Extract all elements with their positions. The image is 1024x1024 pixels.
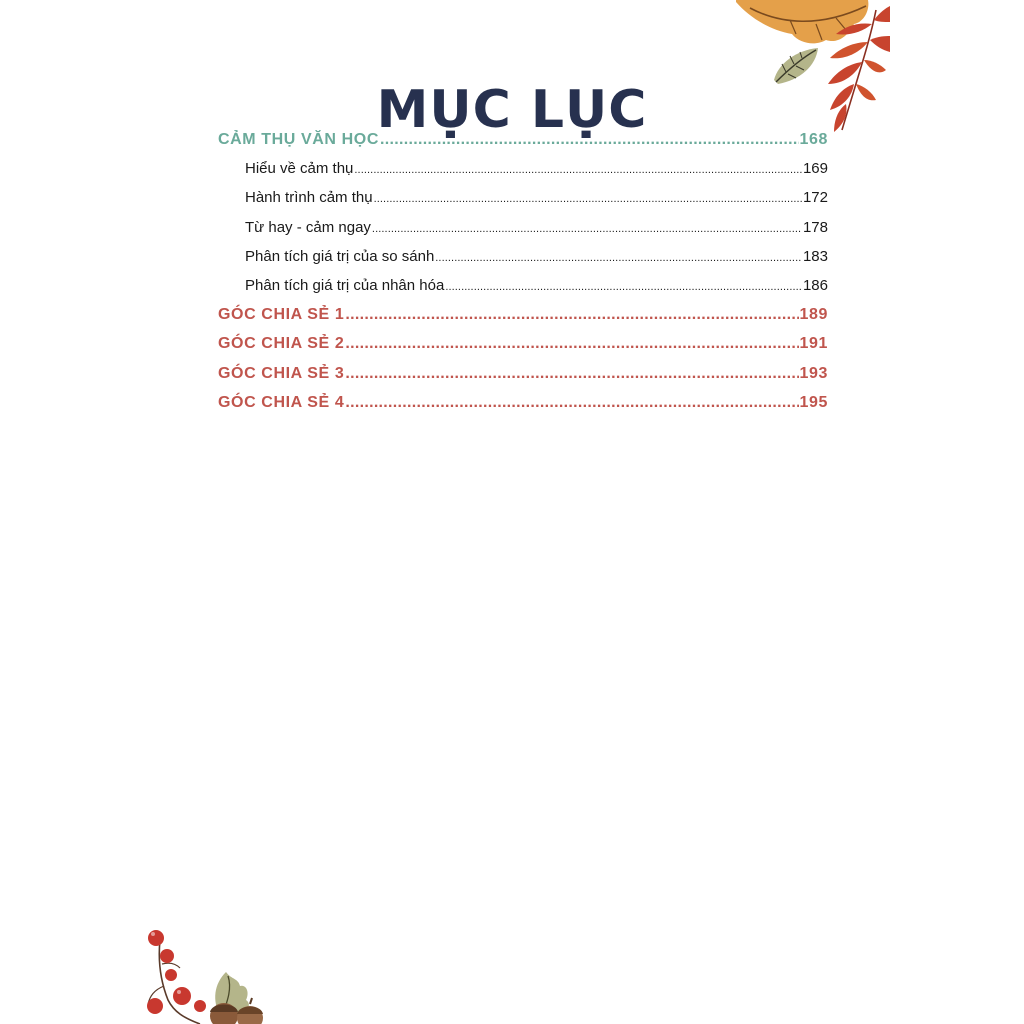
page-title: MỤC LỤC [376,79,648,140]
toc-leader-dots [374,189,802,206]
toc-entry-label: GÓC CHIA SẺ 1 [218,306,345,324]
toc-leader-dots [380,131,799,149]
toc-leader-dots [445,277,802,294]
toc-entry-label: Phân tích giá trị của nhân hóa [245,276,445,294]
toc-entry-label: GÓC CHIA SẺ 4 [218,393,345,411]
toc-entry-goc-chia-se-1[interactable] [218,306,828,335]
toc-entry-page: 189 [799,306,828,324]
toc-entry-page: 195 [799,393,828,411]
toc-leader-dots [354,160,802,177]
toc-entry-page: 186 [802,276,828,294]
toc-entry-goc-chia-se-3[interactable] [218,365,828,394]
toc-entry-page: 169 [802,160,828,178]
toc-entry-nhan-hoa[interactable] [218,277,828,306]
toc-leader-dots [345,365,798,383]
toc-entry-goc-chia-se-4[interactable] [218,394,828,423]
toc-leader-dots [345,306,798,324]
toc-entry-hanh-trinh-cam-thu[interactable] [218,189,828,218]
toc-entry-cam-thu-van-hoc[interactable] [218,131,828,160]
berries-acorns-icon [140,920,280,1024]
table-of-contents [218,131,828,423]
toc-entry-page: 168 [799,131,828,148]
toc-entry-page: 191 [799,335,828,353]
toc-leader-dots [372,219,802,236]
toc-entry-hieu-ve-cam-thu[interactable] [218,160,828,189]
toc-entry-label: CẢM THỤ VĂN HỌC [218,131,379,148]
toc-entry-label: GÓC CHIA SẺ 3 [218,364,345,382]
toc-entry-label: Hành trình cảm thụ [245,189,373,207]
toc-entry-page: 172 [802,189,828,207]
toc-entry-goc-chia-se-2[interactable] [218,335,828,364]
toc-entry-label: Phân tích giá trị của so sánh [245,247,435,265]
toc-entry-page: 183 [802,247,828,265]
toc-leader-dots [435,248,802,265]
toc-leader-dots [345,394,798,412]
toc-entry-label: Hiểu về cảm thụ [245,160,354,178]
toc-entry-label: GÓC CHIA SẺ 2 [218,335,345,353]
toc-leader-dots [345,335,798,353]
toc-entry-so-sanh[interactable] [218,248,828,277]
toc-entry-page: 178 [802,218,828,236]
toc-entry-tu-hay-cam-ngay[interactable] [218,219,828,248]
toc-entry-label: Từ hay - cảm ngay [245,218,371,236]
toc-entry-page: 193 [799,364,828,382]
